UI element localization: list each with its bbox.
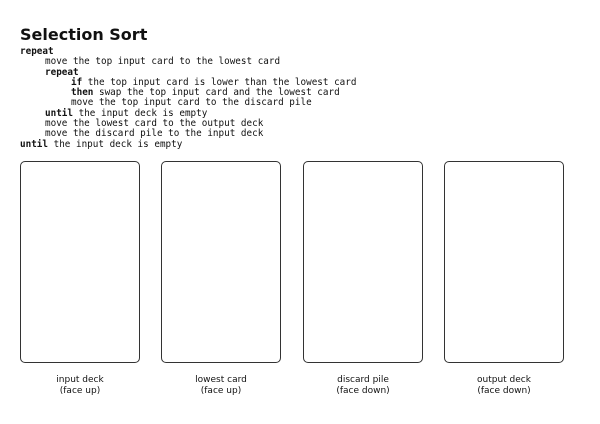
code-line — [20, 140, 356, 150]
code-text: move the top input card to the lowest card — [45, 56, 281, 68]
pile-state: (face up) — [59, 386, 101, 396]
code-keyword: then — [71, 87, 94, 99]
pile-name: input deck — [56, 375, 104, 385]
code-keyword: repeat — [45, 66, 79, 78]
code-text: swap the top input card and the lowest card — [93, 87, 340, 99]
pile-name: output deck — [477, 375, 531, 385]
code-text: move the top input card to the discard pile — [71, 97, 312, 109]
code-text: the input deck is empty — [48, 138, 183, 150]
lowest-card-label — [151, 375, 291, 397]
page-title: Selection Sort — [20, 25, 148, 44]
input-deck-label — [10, 375, 150, 397]
pile-state: (face up) — [200, 386, 242, 396]
discard-pile-card-slot — [303, 161, 423, 363]
pile-name: discard pile — [337, 375, 389, 385]
code-keyword: until — [20, 138, 48, 150]
pile-state: (face down) — [336, 386, 390, 396]
pile-name: lowest card — [195, 375, 247, 385]
output-deck-label — [434, 375, 574, 397]
code-text: the top input card is lower than the lowest card — [82, 76, 357, 88]
code-text: move the discard pile to the input deck — [45, 128, 264, 140]
discard-pile-label — [293, 375, 433, 397]
pile-state: (face down) — [477, 386, 531, 396]
code-keyword: if — [71, 76, 83, 88]
input-deck-card-slot — [20, 161, 140, 363]
code-text: move the lowest card to the output deck — [45, 118, 264, 130]
code-keyword: until — [45, 107, 73, 119]
pseudocode-block — [20, 47, 356, 150]
code-keyword: repeat — [20, 46, 54, 57]
lowest-card-slot — [161, 161, 281, 363]
output-deck-card-slot — [444, 161, 564, 363]
code-text: the input deck is empty — [73, 107, 208, 119]
